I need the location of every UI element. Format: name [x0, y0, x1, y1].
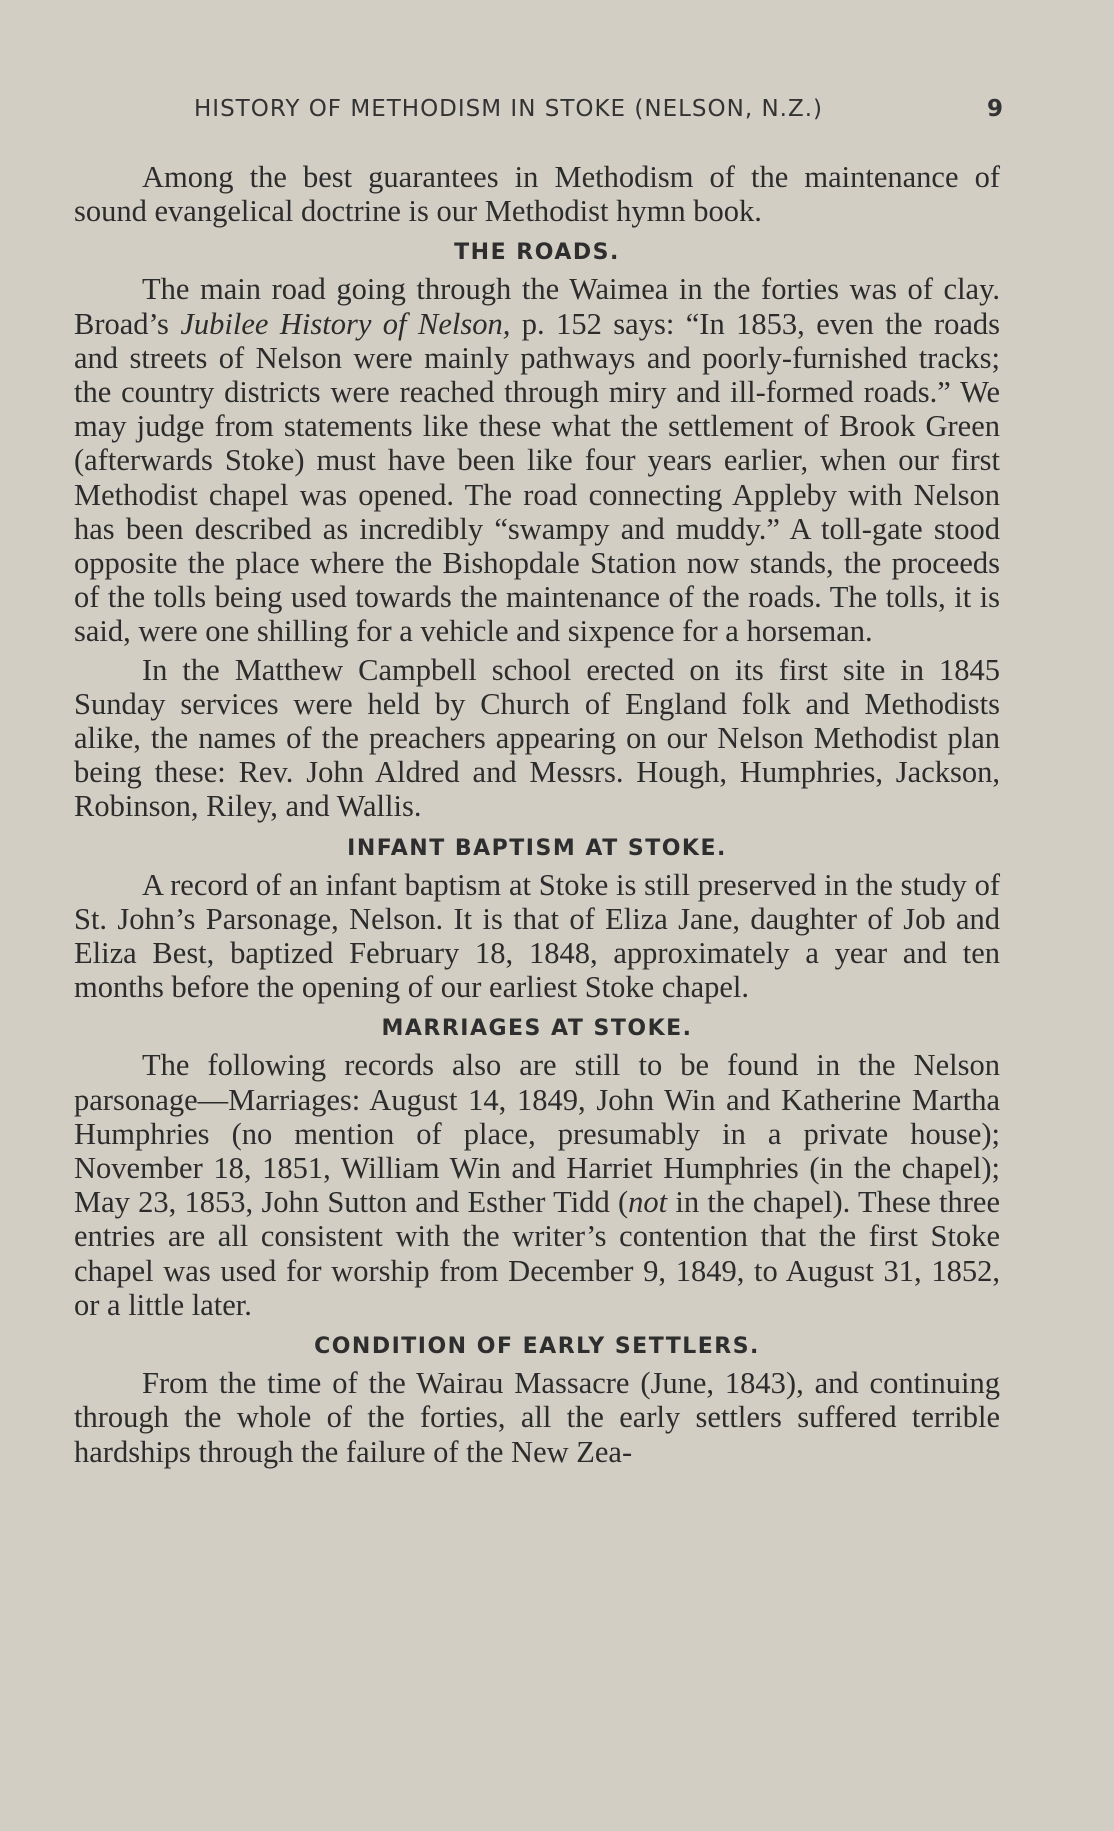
- paragraph-roads-text-a: The main road going through the Waimea in the forties was of clay. Broad’s: [74, 272, 1000, 341]
- paragraph-marriages: [74, 1048, 1000, 1322]
- paragraph-roads: [74, 272, 1000, 648]
- heading-marriages: MARRIAGES AT STOKE.: [381, 1016, 693, 1042]
- heading-the-roads: THE ROADS.: [454, 240, 620, 266]
- paragraph-marriages-text-a: The following records also are still to be found in the Nelson parsonage—Marriages: August 14, 1849, John Win and Katherine Martha Humphries (no mention of place, presumably in a private house); November 18, 1851, William Win and Harriet Humphries (in the chapel); May 23, 1853, John Sutton and Esther Tidd (: [74, 1048, 1000, 1220]
- paragraph-campbell-school: In the Matthew Campbell school erected on its first site in 1845 Sunday services were held by Church of England folk and Methodists alike, the names of the preachers appearing on our Nelson Methodist plan being these: Rev. John Aldred and Messrs. Hough, Humphries, Jackson, Robinson, Riley, and Wallis.: [74, 652, 1000, 824]
- emphasis-not: not: [628, 1185, 668, 1220]
- heading-early-settlers: CONDITION OF EARLY SETTLERS.: [314, 1334, 760, 1360]
- heading-infant-baptism: INFANT BAPTISM AT STOKE.: [347, 835, 727, 861]
- paragraph-baptism: A record of an infant baptism at Stoke is still preserved in the study of St. John’s Parsonage, Nelson. It is that of Eliza Jane, daughter of Job and Eliza Best, baptized February 18, 1848, approximately a year and ten months before the opening of our earliest Stoke chapel.: [74, 867, 1000, 1005]
- paragraph-early-settlers: From the time of the Wairau Massacre (June, 1843), and continuing through the whole of the forties, all the early settlers suffered terrible hardships through the failure of the New Zea-: [74, 1366, 1000, 1469]
- page-number: 9: [986, 96, 1004, 122]
- paragraph-marriages-text-b: in the chapel). These three entries are all consistent with the writer’s contention that the first Stoke chapel was used for worship from December 9, 1849, to August 31, 1852, or a little later.: [74, 1185, 1000, 1322]
- paragraph-roads-text-b: p. 152 says: “In 1853, even the roads and streets of Nelson were mainly pathways and poorly-furnished tracks; the country districts were reached through miry and ill-formed roads.” We may judge from statements like these what the settlement of Brook Green (afterwards Stoke) must have been like four years earlier, when our first Methodist chapel was opened. The road connecting Appleby with Nelson has been described as incredibly “swampy and muddy.” A toll-gate stood opposite the place where the Bishopdale Station now stands, the proceeds of the tolls being used towards the maintenance of the roads. The tolls, it is said, were one shilling for a vehicle and sixpence for a horseman.: [74, 306, 1001, 649]
- page-header: [74, 96, 1004, 130]
- book-title-jubilee-history: Jubilee History of Nelson,: [180, 306, 511, 341]
- running-title: HISTORY OF METHODISM IN STOKE (NELSON, N.Z.): [194, 96, 824, 122]
- paragraph-hymn-book: Among the best guarantees in Methodism of the maintenance of sound evangelical doctrine is our Methodist hymn book.: [74, 160, 1000, 229]
- body-text: [74, 160, 1000, 1469]
